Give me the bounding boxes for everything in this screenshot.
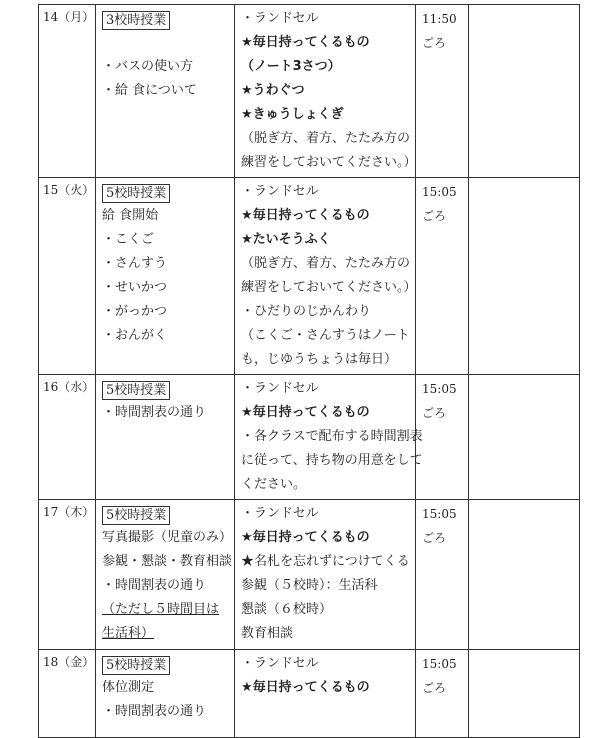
items-cell bbox=[235, 375, 423, 500]
subject-line: ・給 食について bbox=[102, 83, 197, 98]
item-line: （脱ぎ方、着方、たたみ方の bbox=[241, 131, 411, 146]
date-label: 18（金） bbox=[43, 655, 95, 669]
memo-cell bbox=[469, 5, 580, 178]
subject-line: ・時間割表の通り bbox=[102, 405, 207, 420]
time-suffix: ごろ bbox=[422, 406, 447, 420]
subject-line: 体位測定 bbox=[102, 680, 155, 695]
item-line: ★毎日持ってくるもの bbox=[241, 35, 370, 50]
date-cell bbox=[39, 375, 96, 500]
table-row bbox=[39, 5, 580, 178]
date-cell bbox=[39, 178, 96, 375]
item-line: （こくご・さんすうはノート bbox=[241, 328, 410, 343]
item-line: に従って、持ち物の用意をして bbox=[241, 453, 423, 468]
table-row bbox=[39, 375, 580, 500]
subject-cell bbox=[96, 5, 235, 178]
time-cell bbox=[416, 5, 469, 178]
items-cell bbox=[235, 178, 416, 375]
time-cell bbox=[416, 500, 469, 650]
period-box: 5校時授業 bbox=[102, 656, 170, 675]
subject-line: 参観・懇談・教育相談 bbox=[102, 554, 233, 569]
item-line: 教育相談 bbox=[241, 626, 294, 641]
memo-cell bbox=[469, 375, 580, 500]
date-label: 16（水） bbox=[43, 380, 95, 394]
time-cell bbox=[416, 178, 469, 375]
subject-cell bbox=[96, 375, 235, 500]
dismissal-time: 15:05 bbox=[422, 657, 457, 671]
item-line: （脱ぎ方、着方、たたみ方の bbox=[241, 256, 411, 271]
dismissal-time: 15:05 bbox=[422, 382, 457, 396]
date-label: 14（月） bbox=[43, 10, 95, 24]
subject-line: ・こくご bbox=[102, 232, 155, 247]
date-label: 17（木） bbox=[43, 505, 95, 519]
subject-line: 生活科） bbox=[102, 626, 155, 641]
item-line: ・ひだりのじかんわり bbox=[241, 304, 372, 319]
time-cell bbox=[416, 375, 469, 500]
dismissal-time: 15:05 bbox=[422, 507, 457, 521]
item-line: ★毎日持ってくるもの bbox=[241, 208, 370, 223]
memo-cell bbox=[469, 650, 580, 738]
table-row bbox=[39, 178, 580, 375]
subject-cell bbox=[96, 178, 235, 375]
subject-line: ・時間割表の通り bbox=[102, 578, 207, 593]
memo-cell bbox=[469, 500, 580, 650]
item-line: ★たいそうふく bbox=[241, 232, 331, 247]
item-line: ★名札を忘れずにつけてくる bbox=[241, 554, 410, 569]
subject-cell bbox=[96, 650, 235, 738]
period-box: 5校時授業 bbox=[102, 506, 170, 525]
item-line: ・ランドセル bbox=[241, 184, 319, 199]
dismissal-time: 11:50 bbox=[422, 12, 457, 26]
dismissal-time: 15:05 bbox=[422, 185, 457, 199]
item-line: ★毎日持ってくるもの bbox=[241, 680, 370, 695]
subject-line: ・おんがく bbox=[102, 328, 168, 343]
item-line: ・ランドセル bbox=[241, 11, 319, 26]
item-line: 懇談（６校時） bbox=[241, 602, 333, 617]
items-cell bbox=[235, 650, 416, 738]
subject-line: 写真撮影（児童のみ） bbox=[102, 530, 233, 545]
time-suffix: ごろ bbox=[422, 209, 447, 223]
date-cell bbox=[39, 650, 96, 738]
item-line: ください。 bbox=[241, 477, 307, 492]
item-line: ・ランドセル bbox=[241, 656, 319, 671]
items-cell bbox=[235, 500, 416, 650]
date-cell bbox=[39, 5, 96, 178]
table-row bbox=[39, 650, 580, 738]
subject-line: 給 食開始 bbox=[102, 208, 159, 223]
subject-cell bbox=[96, 500, 235, 650]
item-line: ・各クラスで配布する時間割表 bbox=[241, 429, 423, 444]
item-line: ・ランドセル bbox=[241, 381, 319, 396]
subject-line: ・せいかつ bbox=[102, 280, 168, 295]
schedule-table bbox=[38, 4, 580, 738]
date-label: 15（火） bbox=[43, 183, 95, 197]
item-line: ・ランドセル bbox=[241, 506, 319, 521]
item-line: 練習をしておいてください。） bbox=[241, 155, 417, 170]
time-suffix: ごろ bbox=[422, 36, 447, 50]
item-line: 参観（５校時）：生活科 bbox=[241, 578, 378, 593]
item-line: 練習をしておいてください。） bbox=[241, 280, 417, 295]
subject-line: ・時間割表の通り bbox=[102, 704, 207, 719]
subject-line: ・さんすう bbox=[102, 256, 168, 271]
period-box: 5校時授業 bbox=[102, 184, 170, 203]
time-suffix: ごろ bbox=[422, 531, 447, 545]
time-suffix: ごろ bbox=[422, 681, 447, 695]
item-line: ★うわぐつ bbox=[241, 83, 305, 98]
date-cell bbox=[39, 500, 96, 650]
period-box: 5校時授業 bbox=[102, 381, 170, 400]
item-line: ★毎日持ってくるもの bbox=[241, 530, 370, 545]
item-line: も，じゆうちょうは毎日） bbox=[241, 352, 398, 367]
table-row bbox=[39, 500, 580, 650]
item-line: ★きゅうしょくぎ bbox=[241, 107, 344, 122]
subject-line: （ただし５時間目は bbox=[102, 602, 220, 617]
subject-line: ・バスの使い方 bbox=[102, 59, 194, 74]
item-line: （ノート3さつ） bbox=[241, 59, 341, 74]
item-line: ★毎日持ってくるもの bbox=[241, 405, 370, 420]
time-cell bbox=[416, 650, 469, 738]
period-box: 3校時授業 bbox=[102, 11, 170, 30]
subject-line: ・がっかつ bbox=[102, 304, 168, 319]
memo-cell bbox=[469, 178, 580, 375]
items-cell bbox=[235, 5, 416, 178]
